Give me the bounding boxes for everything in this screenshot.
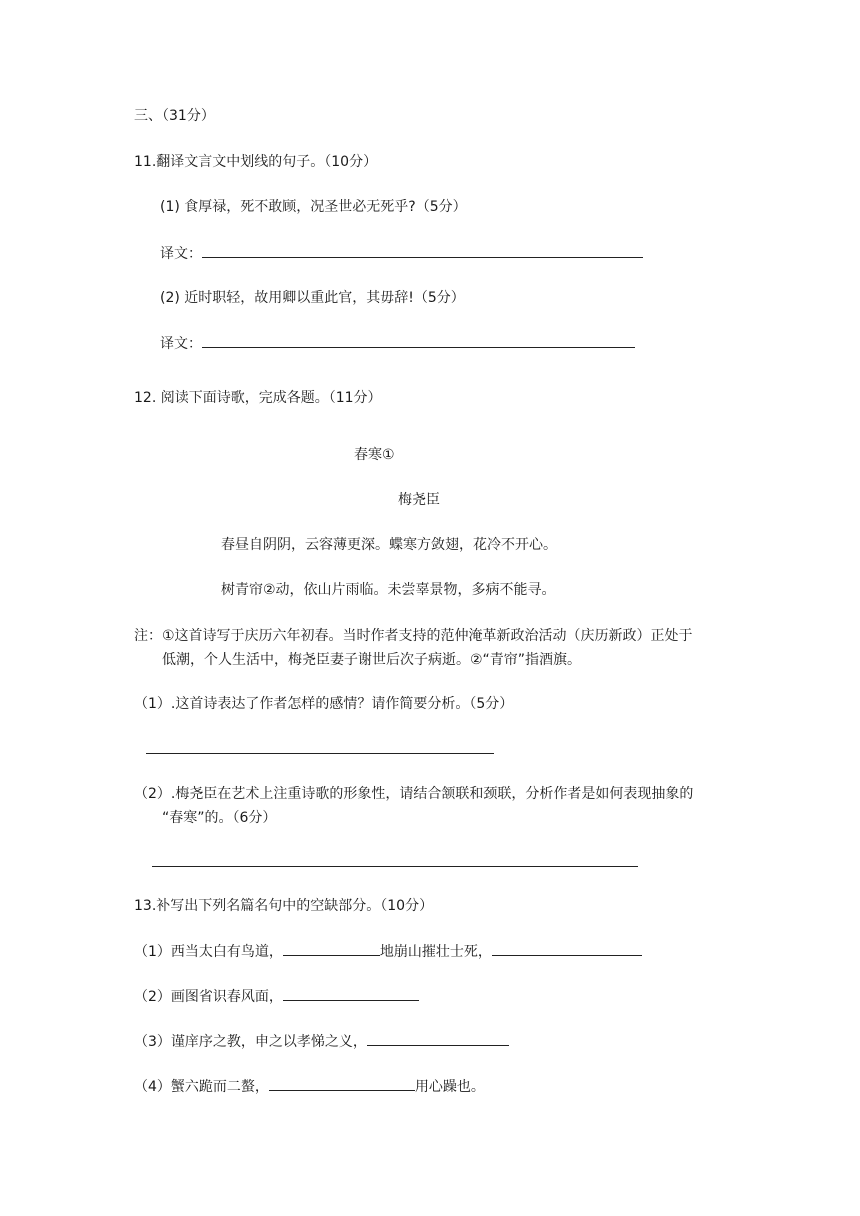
question-13-item-3 bbox=[134, 1031, 509, 1052]
question-11-answer-2 bbox=[160, 333, 635, 354]
poem-note-line-1: 注：①这首诗写于庆历六年初春。当时作者支持的范仲淹革新政治活动（庆历新政）正处于 bbox=[134, 628, 693, 644]
question-11-title: 11.翻译文言文中划线的句子。（10分） bbox=[134, 154, 378, 170]
question-11-item-1: (1) 食厚禄，死不敢顾，况圣世必无死乎?（5分） bbox=[160, 199, 467, 215]
answer-label: 译文： bbox=[160, 246, 202, 262]
poem-line-1: 春昼自阴阴，云容薄更深。蝶寒方敛翅，花冷不开心。 bbox=[221, 537, 557, 553]
question-13-title: 13.补写出下列名篇名句中的空缺部分。（10分） bbox=[134, 898, 434, 914]
fill-blank-1a[interactable] bbox=[283, 941, 380, 956]
fill-blank-1b[interactable] bbox=[492, 941, 642, 956]
fill-blank-4[interactable] bbox=[269, 1076, 415, 1091]
item-text: （4）蟹六跪而二螯， bbox=[134, 1079, 269, 1095]
poem-author: 梅尧臣 bbox=[398, 492, 440, 508]
question-12-sub-2-line-2: “春寒”的。（6分） bbox=[162, 810, 277, 826]
answer-blank-2[interactable] bbox=[202, 333, 635, 348]
question-13-item-1 bbox=[134, 941, 642, 962]
question-12-title: 12. 阅读下面诗歌，完成各题。（11分） bbox=[134, 390, 382, 406]
poem-title: 春寒① bbox=[354, 447, 395, 463]
question-13-item-2 bbox=[134, 986, 419, 1007]
answer-blank-1[interactable] bbox=[202, 243, 643, 258]
item-text: 用心躁也。 bbox=[414, 1079, 485, 1095]
item-text: （3）谨庠序之教，申之以孝悌之义， bbox=[134, 1034, 367, 1050]
item-text: （1）西当太白有鸟道， bbox=[134, 944, 283, 960]
item-text: （2）画图省识春风面， bbox=[134, 989, 283, 1005]
question-12-sub-1: （1）.这首诗表达了作者怎样的感情？请作简要分析。（5分） bbox=[134, 696, 514, 712]
item-text: 地崩山摧壮士死， bbox=[379, 944, 492, 960]
answer-label: 译文： bbox=[160, 336, 202, 352]
poem-line-2: 树青帘②动，依山片雨临。未尝辜景物，多病不能寻。 bbox=[221, 582, 556, 598]
question-11-answer-1 bbox=[160, 243, 643, 264]
question-12-sub-2-line-1: （2）.梅尧臣在艺术上注重诗歌的形象性，请结合颔联和颈联，分析作者是如何表现抽象的 bbox=[134, 786, 694, 802]
fill-blank-3[interactable] bbox=[367, 1031, 509, 1046]
answer-line-12-1[interactable] bbox=[146, 753, 494, 754]
poem-note-line-2: 低潮，个人生活中，梅尧臣妻子谢世后次子病逝。②“青帘”指酒旗。 bbox=[162, 652, 582, 668]
question-13-item-4 bbox=[134, 1076, 485, 1097]
section-heading: 三、（31分） bbox=[134, 108, 215, 124]
fill-blank-2[interactable] bbox=[283, 986, 419, 1001]
answer-line-12-2[interactable] bbox=[152, 866, 638, 867]
question-11-item-2: (2) 近时职轻，故用卿以重此官，其毋辞!（5分） bbox=[160, 290, 465, 306]
